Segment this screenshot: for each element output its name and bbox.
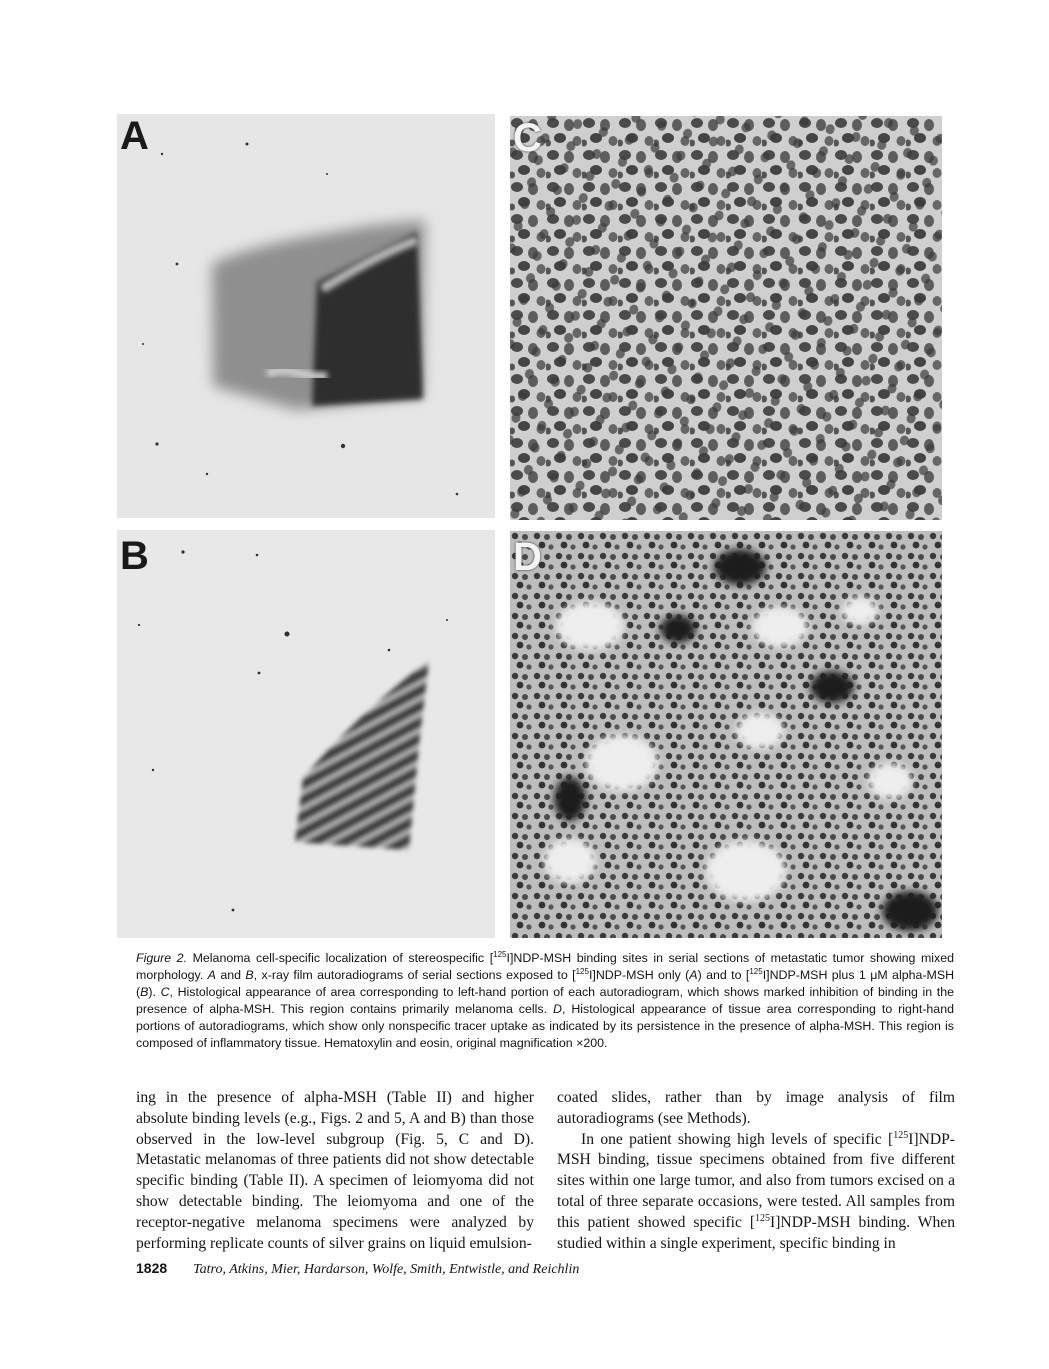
page-number: 1828 — [136, 1260, 168, 1276]
body-text: In one patient showing high levels of specific [ — [581, 1130, 894, 1148]
caption-text: I]NDP-MSH binding sites in serial sections of metastatic tumor showing mixed morphology. — [136, 951, 954, 982]
caption-ref-b: B — [245, 968, 254, 982]
panel-letter-a: A — [120, 114, 149, 158]
histology-c-image — [510, 116, 942, 520]
body-text: I]NDP-MSH binding. When studied within a single experiment, specific binding in — [557, 1213, 955, 1252]
figure-panel-d — [510, 531, 942, 938]
caption-ref-b: B — [140, 985, 149, 999]
caption-text: I]NDP-MSH only ( — [588, 968, 690, 982]
panel-letter-d: D — [513, 535, 542, 579]
caption-ref-c: C — [160, 985, 170, 999]
mu-symbol: μ — [870, 968, 878, 982]
body-paragraph — [557, 1130, 955, 1255]
body-column-left — [136, 1088, 534, 1254]
caption-text: , Histological appearance of tissue area corresponding to right-hand portions of autoradiograms, which show only nonspecific tracer uptake as indicated by its persistence in the presence of alpha-MSH. This region is composed of inflammatory tissue. Hematoxylin and eosin, original magnification ×200. — [136, 1002, 954, 1050]
panel-letter-c: C — [513, 116, 542, 160]
autoradiogram-a-image — [117, 114, 495, 518]
figure-caption — [136, 950, 954, 1052]
isotope-superscript: 125 — [893, 1129, 909, 1141]
isotope-superscript: 125 — [755, 1212, 771, 1224]
body-paragraph: ing in the presence of alpha-MSH (Table II) and higher absolute binding levels (e.g., Figs. 2 and 5, A and B) than those observed in the low-level subgroup (Fig. 5, C and D). Metastatic melanomas of three patients did not show detectable specific binding (Table II). A specimen of leiomyoma did not show detectable binding. The leiomyoma and one of the receptor-negative melanoma specimens were analyzed by performing replicate counts of silver grains on liquid emulsion- — [136, 1089, 534, 1252]
caption-text: I]NDP-MSH plus 1 — [762, 968, 871, 982]
isotope-superscript: 125 — [575, 966, 589, 976]
caption-text: Melanoma cell-specific localization of stereospecific [ — [187, 951, 494, 965]
caption-ref-d: D — [552, 1002, 562, 1016]
caption-ref-a: A — [207, 968, 216, 982]
figure-label: Figure 2. — [136, 951, 188, 965]
page-footer — [136, 1260, 579, 1278]
caption-ref-a: A — [689, 968, 698, 982]
caption-text: ) and to [ — [697, 968, 750, 982]
caption-text: , x-ray film autoradiograms of serial sections exposed to [ — [253, 968, 576, 982]
caption-text: and — [215, 968, 246, 982]
caption-text: ). — [148, 985, 161, 999]
caption-text: M alpha-MSH ( — [136, 968, 955, 999]
caption-text: , Histological appearance of area corresponding to left-hand portion of each autoradiogram, which shows marked inhibition of binding in the presence of alpha-MSH. This region contains primarily melanoma cells. — [136, 985, 954, 1016]
isotope-superscript: 125 — [493, 949, 507, 959]
body-paragraph: coated slides, rather than by image analysis of film autoradiograms (see Methods). — [557, 1089, 955, 1127]
autoradiogram-b-image — [117, 530, 495, 938]
histology-d-image — [510, 531, 942, 938]
figure-panel-a — [117, 114, 495, 518]
body-column-right — [557, 1088, 955, 1254]
figure-panel-b — [117, 530, 495, 938]
figure-panel-c — [510, 116, 942, 520]
panel-letter-b: B — [120, 534, 149, 578]
body-text: I]NDP-MSH binding, tissue specimens obtained from five different sites within one large tumor, and also from tumors excised on a total of three separate occasions, were tested. All samples from this patient showed specific [ — [557, 1130, 955, 1231]
isotope-superscript: 125 — [749, 966, 763, 976]
running-authors: Tatro, Atkins, Mier, Hardarson, Wolfe, Smith, Entwistle, and Reichlin — [193, 1262, 580, 1277]
